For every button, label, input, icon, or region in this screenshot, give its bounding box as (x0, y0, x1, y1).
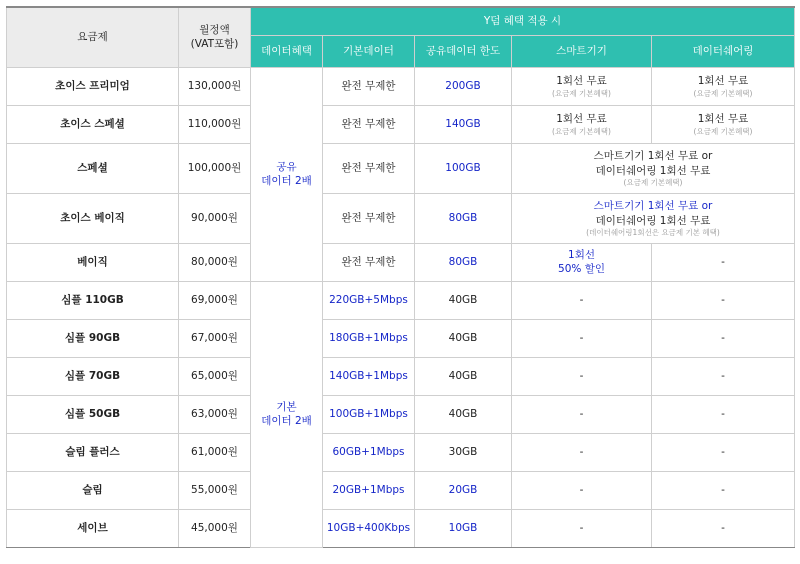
basic-data: 완전 무제한 (323, 67, 415, 105)
data-sharing-value: - (652, 281, 795, 319)
plan-price: 100,000원 (179, 143, 251, 193)
merged-benefit-line2: 데이터쉐어링 1회선 무료 (595, 164, 711, 177)
plan-name: 심플 70GB (7, 357, 179, 395)
header-price-line1: 월정액 (199, 24, 230, 37)
table-row (7, 433, 795, 471)
basic-data: 220GB+5Mbps (323, 281, 415, 319)
smart-device-value: 1회선 무료 (556, 113, 607, 126)
smart-device-line2: 50% 할인 (558, 263, 605, 275)
header-smart-device: 스마트기기 (512, 35, 652, 67)
data-sharing-value: 1회선 무료 (697, 113, 749, 126)
plan-price: 65,000원 (179, 357, 251, 395)
plan-price: 55,000원 (179, 471, 251, 509)
plan-name: 슬림 플러스 (7, 433, 179, 471)
data-sharing-value: - (652, 509, 795, 547)
plan-price: 69,000원 (179, 281, 251, 319)
header-ydam-benefit: Y덤 혜택 적용 시 (251, 7, 795, 35)
smart-device-value: 1회선 무료 (556, 75, 607, 88)
table-row (7, 243, 795, 281)
share-limit: 40GB (415, 357, 512, 395)
data-sharing-value: - (652, 395, 795, 433)
smart-device-value: - (512, 395, 652, 433)
data-sharing-cell (652, 105, 795, 143)
basic-data: 60GB+1Mbps (323, 433, 415, 471)
table-row (7, 319, 795, 357)
merged-benefit-line2: 데이터쉐어링 1회선 무료 (595, 214, 711, 227)
plan-name: 초이스 스페셜 (7, 105, 179, 143)
plan-price: 67,000원 (179, 319, 251, 357)
plan-name: 슬림 (7, 471, 179, 509)
plan-price: 61,000원 (179, 433, 251, 471)
plan-name: 초이스 프리미엄 (7, 67, 179, 105)
header-data-sharing: 데이터쉐어링 (652, 35, 795, 67)
table-row (7, 471, 795, 509)
plan-price: 130,000원 (179, 67, 251, 105)
share-limit: 80GB (415, 243, 512, 281)
header-basic-data: 기본데이터 (323, 35, 415, 67)
plan-price: 63,000원 (179, 395, 251, 433)
smart-device-cell (512, 105, 652, 143)
table-row (7, 281, 795, 319)
share-limit: 200GB (415, 67, 512, 105)
header-price (179, 7, 251, 67)
plan-name: 초이스 베이직 (7, 193, 179, 243)
table-row (7, 105, 795, 143)
data-sharing-value: 1회선 무료 (697, 75, 749, 88)
smart-device-value: - (512, 509, 652, 547)
plan-price: 80,000원 (179, 243, 251, 281)
group-share-line2: 데이터 2배 (261, 175, 312, 187)
data-sharing-value: - (652, 243, 795, 281)
group-share-line1: 공유 (276, 160, 297, 173)
share-limit: 40GB (415, 281, 512, 319)
data-sharing-value: - (652, 433, 795, 471)
smart-device-value: - (512, 471, 652, 509)
smart-device-value: - (512, 319, 652, 357)
share-limit: 10GB (415, 509, 512, 547)
share-limit: 100GB (415, 143, 512, 193)
data-sharing-cell (652, 67, 795, 105)
plan-name: 스페셜 (7, 143, 179, 193)
table-row (7, 67, 795, 105)
share-limit: 40GB (415, 395, 512, 433)
plan-price: 110,000원 (179, 105, 251, 143)
plan-name: 세이브 (7, 509, 179, 547)
plan-name: 베이직 (7, 243, 179, 281)
basic-data: 완전 무제한 (323, 193, 415, 243)
smart-device-cell (512, 67, 652, 105)
plan-name: 심플 50GB (7, 395, 179, 433)
data-sharing-value: - (652, 471, 795, 509)
merged-benefit-cell (512, 143, 795, 193)
data-sharing-note: (요금제 기본혜택) (693, 126, 753, 136)
table-row (7, 357, 795, 395)
basic-data: 180GB+1Mbps (323, 319, 415, 357)
table-row (7, 395, 795, 433)
data-sharing-note: (요금제 기본혜택) (693, 88, 753, 98)
share-limit: 30GB (415, 433, 512, 471)
merged-benefit-line1: 스마트기기 1회선 무료 or (593, 150, 713, 163)
table-row (7, 143, 795, 193)
table-row (7, 509, 795, 547)
plan-price: 45,000원 (179, 509, 251, 547)
data-sharing-value: - (652, 357, 795, 395)
data-sharing-value: - (652, 319, 795, 357)
share-limit: 40GB (415, 319, 512, 357)
table-row (7, 193, 795, 243)
smart-device-value: - (512, 281, 652, 319)
basic-data: 완전 무제한 (323, 105, 415, 143)
merged-benefit-cell (512, 193, 795, 243)
header-price-line2: (VAT포함) (190, 38, 239, 51)
plan-comparison-table-container (6, 6, 794, 548)
basic-data: 20GB+1Mbps (323, 471, 415, 509)
share-limit: 80GB (415, 193, 512, 243)
group-basic-data-2x (251, 281, 323, 547)
basic-data: 140GB+1Mbps (323, 357, 415, 395)
header-data-benefit: 데이터혜택 (251, 35, 323, 67)
plan-price: 90,000원 (179, 193, 251, 243)
merged-benefit-note: (데이터쉐어링1회선은 요금제 기본 혜택) (586, 227, 720, 237)
merged-benefit-line1: 스마트기기 1회선 무료 or (593, 200, 713, 213)
share-limit: 20GB (415, 471, 512, 509)
smart-device-cell (512, 243, 652, 281)
share-limit: 140GB (415, 105, 512, 143)
smart-device-line1: 1회선 (568, 248, 595, 261)
smart-device-note: (요금제 기본혜택) (552, 88, 611, 98)
header-plan: 요금제 (7, 7, 179, 67)
basic-data: 10GB+400Kbps (323, 509, 415, 547)
group-basic-line1: 기본 (276, 400, 297, 413)
plan-name: 심플 110GB (7, 281, 179, 319)
header-share-limit: 공유데이터 한도 (415, 35, 512, 67)
smart-device-value: - (512, 433, 652, 471)
merged-benefit-note: (요금제 기본혜택) (623, 177, 683, 187)
smart-device-value: - (512, 357, 652, 395)
group-share-data-2x (251, 67, 323, 281)
basic-data: 100GB+1Mbps (323, 395, 415, 433)
basic-data: 완전 무제한 (323, 243, 415, 281)
plan-name: 심플 90GB (7, 319, 179, 357)
group-basic-line2: 데이터 2배 (261, 415, 312, 427)
plan-comparison-table (6, 6, 795, 548)
smart-device-note: (요금제 기본혜택) (552, 126, 611, 136)
basic-data: 완전 무제한 (323, 143, 415, 193)
